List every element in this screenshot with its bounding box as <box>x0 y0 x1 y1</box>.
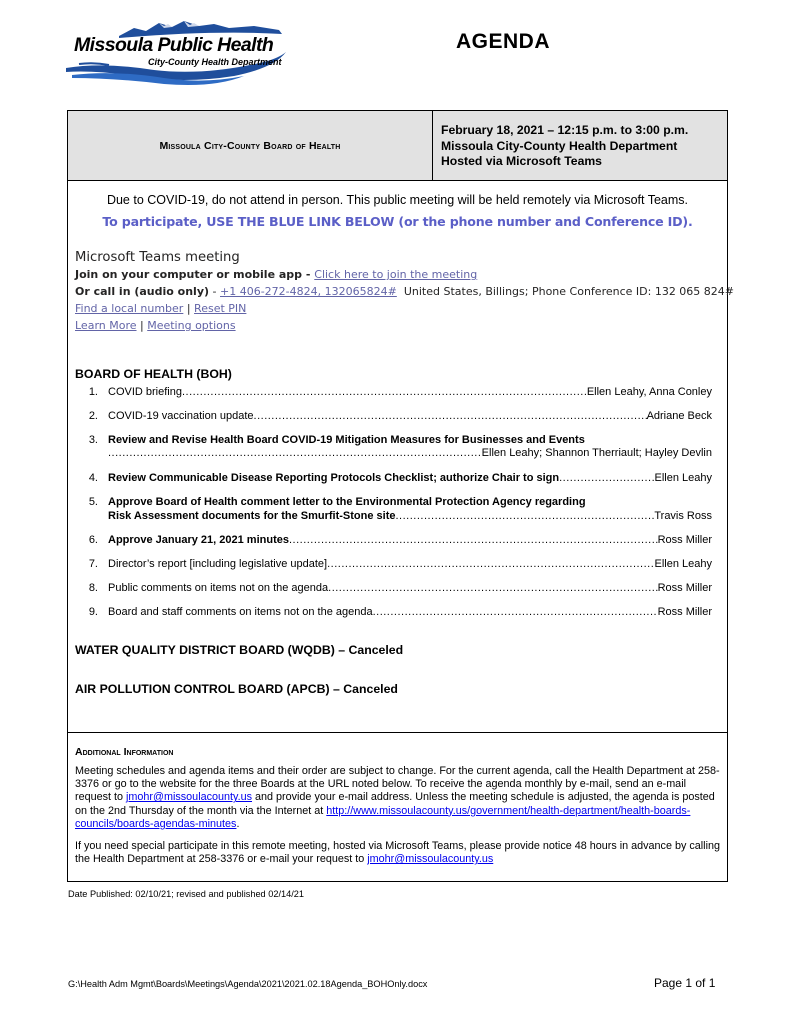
item-label: COVID-19 vaccination update <box>108 410 254 422</box>
item-number: 9. <box>88 606 98 618</box>
leader-dots <box>182 386 587 398</box>
item-row <box>108 534 712 546</box>
item-label: Approve Board of Health comment letter to the Environmental Protection Agency regarding <box>108 496 586 508</box>
item-row <box>108 496 712 508</box>
item-presenter: Ellen Leahy <box>654 472 712 484</box>
item-label: Review and Revise Health Board COVID-19 Mitigation Measures for Businesses and Events <box>108 434 585 446</box>
paragraph-text: If you need special participate in this remote meeting, hosted via Microsoft Teams, please provide notice 48 hours in advance by calling the Health Department at 258-3376 or e-mail your request to <box>75 840 720 866</box>
item-label: Review Communicable Disease Reporting Protocols Checklist; authorize Chair to sign <box>108 472 560 484</box>
additional-info-heading: Additional Information <box>75 746 174 758</box>
meeting-hosted: Hosted via Microsoft Teams <box>441 154 602 168</box>
item-presenter: Travis Ross <box>654 510 712 522</box>
item-presenter: Ellen Leahy <box>654 558 712 570</box>
join-line <box>75 268 734 285</box>
item-label: Board and staff comments on items not on the agenda <box>108 606 373 618</box>
phone-link[interactable]: +1 406-272-4824, 132065824# <box>220 285 397 298</box>
item-presenter: Ellen Leahy; Shannon Therriault; Hayley Devlin <box>481 447 712 459</box>
paragraph-text: Meeting schedules and agenda items and their order are subject to change. For the current agenda, call the Health Department at 258-3376 or go to the website for the three Boards at the URL noted below. To receive the agenda monthly by e-mail, send an e-mail request to <box>75 765 720 804</box>
header-divider <box>432 111 433 181</box>
item-number: 6. <box>88 534 98 546</box>
link-separator: | <box>136 319 148 332</box>
join-label: Join on your computer or mobile app - <box>75 268 315 281</box>
call-separator: - <box>209 285 220 298</box>
item-row <box>108 510 712 522</box>
item-number: 7. <box>88 558 98 570</box>
leader-dots <box>108 447 482 459</box>
item-number: 4. <box>88 472 98 484</box>
item-row <box>108 447 712 459</box>
special-needs-paragraph <box>75 840 720 866</box>
logo-org-name: Missoula Public Health <box>74 34 274 56</box>
item-row <box>108 558 712 570</box>
apcb-heading: AIR POLLUTION CONTROL BOARD (APCB) – Canceled <box>75 682 398 696</box>
reset-pin-link[interactable]: Reset PIN <box>194 302 247 315</box>
call-label: Or call in (audio only) <box>75 285 210 298</box>
item-label-continued: Risk Assessment documents for the Smurfit-Stone site <box>108 510 396 522</box>
logo <box>64 18 294 90</box>
item-number: 2. <box>88 410 98 422</box>
join-meeting-link[interactable]: Click here to join the meeting <box>314 268 478 281</box>
covid-notice: Due to COVID-19, do not attend in person. This public meeting will be held remotely via Microsoft Teams. <box>106 193 689 207</box>
call-line <box>75 285 734 302</box>
email-link[interactable]: jmohr@missoulacounty.us <box>367 853 494 866</box>
footer-file-path: G:\Health Adm Mgmt\Boards\Meetings\Agenda\2021\2021.02.18Agenda_BOHOnly.docx <box>68 979 428 989</box>
item-presenter: Ross Miller <box>657 534 712 546</box>
wqdb-heading: WATER QUALITY DISTRICT BOARD (WQDB) – Canceled <box>75 643 404 657</box>
additional-info-paragraph <box>75 765 720 831</box>
participate-notice: To participate, USE THE BLUE LINK BELOW (or the phone number and Conference ID). <box>102 214 693 229</box>
leader-dots <box>289 534 658 546</box>
meeting-options-link[interactable]: Meeting options <box>147 319 236 332</box>
paragraph-text: and provide your e-mail address. Unless the meeting schedule is adjusted, the agenda is posted on the 2nd Thursday of the month via the Internet at <box>75 791 715 817</box>
leader-dots <box>328 582 657 594</box>
paragraph-text: . <box>236 817 240 830</box>
boards-agendas-url-link[interactable]: http://www.missoulacounty.us/government/health-department/health-boards-councils/boards-agendas-minutes <box>75 804 691 830</box>
item-row <box>108 582 712 594</box>
page-number: Page 1 of 1 <box>654 976 716 990</box>
leader-dots <box>396 510 655 522</box>
item-presenter: Ellen Leahy, Anna Conley <box>586 386 712 398</box>
date-published: Date Published: 02/10/21; revised and published 02/14/21 <box>68 889 304 899</box>
boh-heading: BOARD OF HEALTH (BOH) <box>75 367 232 381</box>
meeting-info <box>441 123 688 170</box>
leader-dots <box>559 472 654 484</box>
logo-sub-name: City-County Health Department <box>148 57 282 67</box>
item-row <box>108 386 712 398</box>
leader-dots <box>373 606 658 618</box>
item-label: Approve January 21, 2021 minutes <box>108 534 289 546</box>
email-link[interactable]: jmohr@missoulacounty.us <box>126 791 253 804</box>
item-number: 5. <box>88 496 98 508</box>
item-number: 8. <box>88 582 98 594</box>
item-presenter: Ross Miller <box>657 606 712 618</box>
leader-dots <box>254 410 647 422</box>
item-row <box>108 606 712 618</box>
item-presenter: Ross Miller <box>657 582 712 594</box>
item-label: Director’s report [including legislative update] <box>108 558 328 570</box>
local-line <box>75 302 734 319</box>
teams-meeting-block <box>75 250 734 336</box>
teams-title: Microsoft Teams meeting <box>75 250 240 265</box>
item-label: COVID briefing <box>108 386 182 398</box>
item-label: Public comments on items not on the agenda <box>108 582 329 594</box>
phone-info: United States, Billings; Phone Conference ID: 132 065 824# <box>396 285 735 298</box>
item-row <box>108 410 712 422</box>
agenda-box <box>67 110 735 882</box>
section-divider <box>68 732 727 733</box>
learn-more-link[interactable]: Learn More <box>75 319 137 332</box>
page-title: AGENDA <box>456 30 551 53</box>
find-local-number-link[interactable]: Find a local number <box>75 302 184 315</box>
leader-dots <box>327 558 654 570</box>
item-presenter: Adriane Beck <box>646 410 712 422</box>
board-name: Missoula City-County Board of Health <box>159 140 341 152</box>
meeting-location: Missoula City-County Health Department <box>441 138 678 153</box>
item-number: 3. <box>88 434 98 446</box>
options-line <box>75 319 734 336</box>
item-row <box>108 434 712 446</box>
meeting-date-time: February 18, 2021 – 12:15 p.m. to 3:00 p.m. <box>441 123 689 137</box>
link-separator: | <box>183 302 195 315</box>
header-row <box>68 111 727 181</box>
item-row <box>108 472 712 484</box>
item-number: 1. <box>88 386 98 398</box>
